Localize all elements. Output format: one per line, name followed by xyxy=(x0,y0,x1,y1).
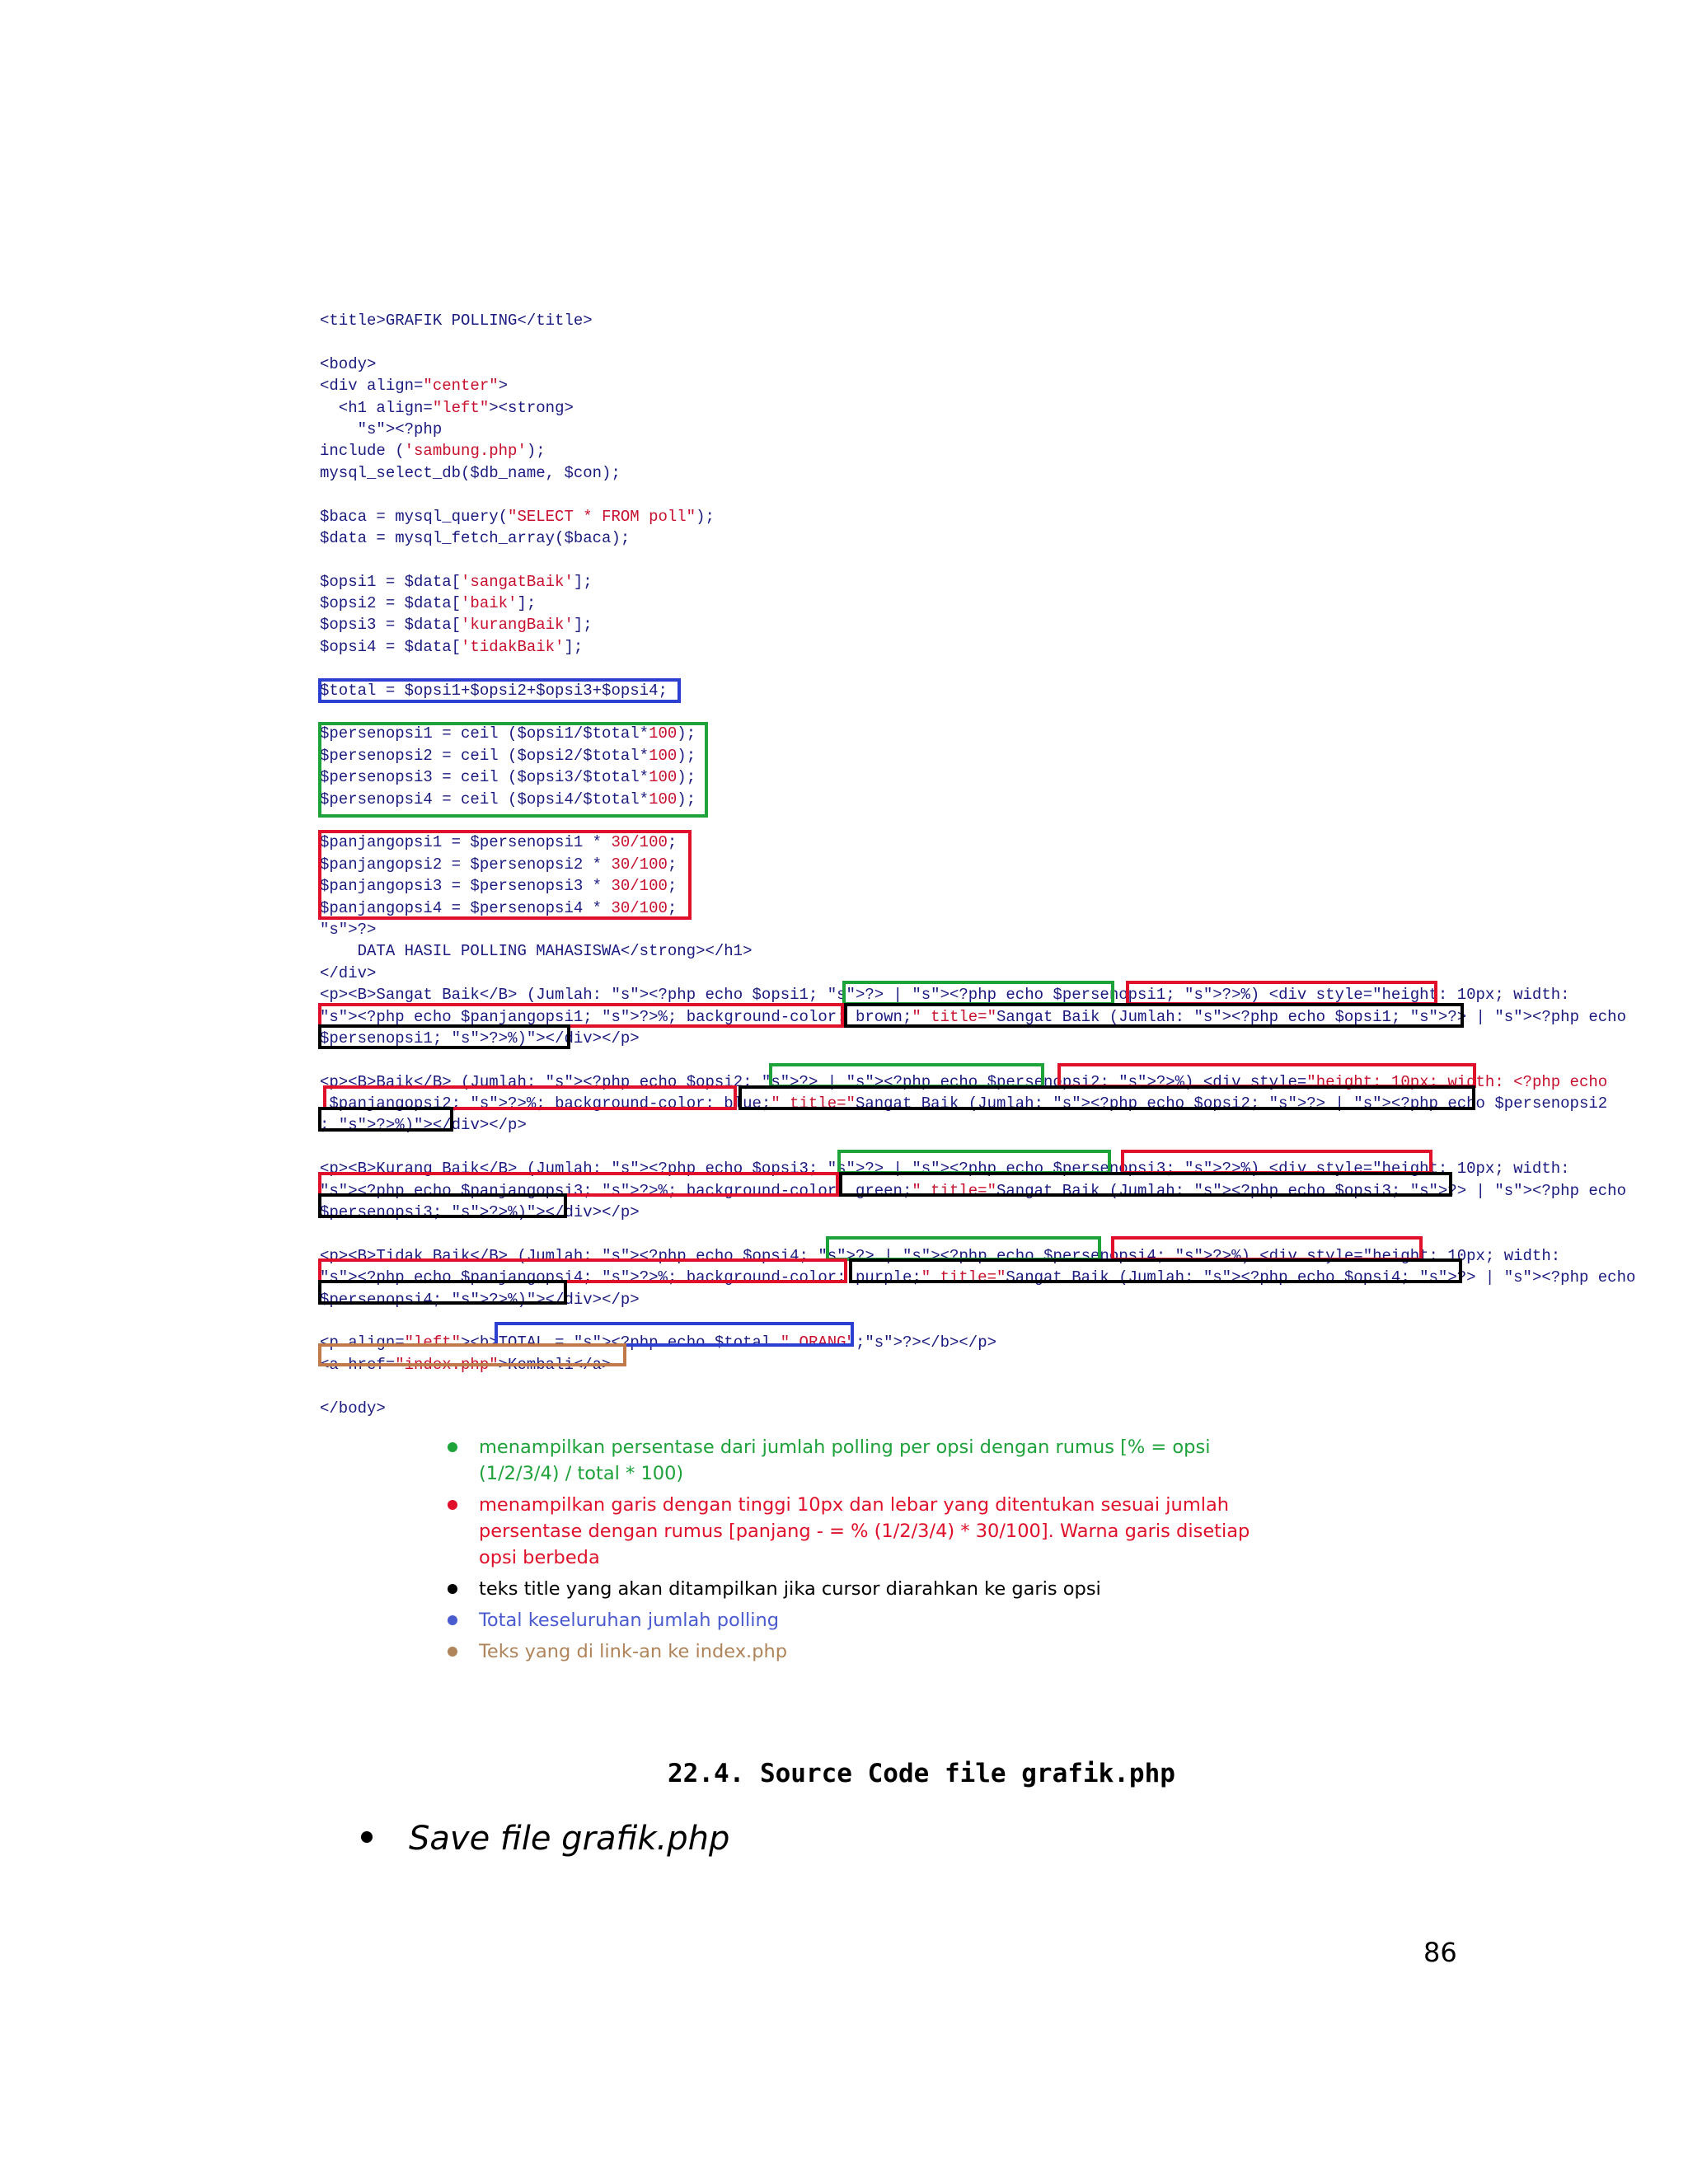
code-line: $opsi1 = $data['sangatBaik']; xyxy=(320,572,593,591)
code-line: </div> xyxy=(320,963,377,982)
div3-box xyxy=(1121,1150,1432,1174)
code-line: ; "s">?>%)"></div></p> xyxy=(320,1116,527,1135)
code-line: $persenopsi2 = ceil ($opsi2/$total*100); xyxy=(320,746,696,765)
code-line: "s"><?php xyxy=(357,419,443,438)
length-highlight-box xyxy=(318,830,692,920)
code-line xyxy=(320,1376,1474,1397)
note-item xyxy=(441,1638,1265,1665)
section-heading: 22.4. Source Code file grafik.php xyxy=(668,1759,1175,1788)
code-line: "s"><?php echo $panjangopsi1; "s">?>%; background-color: brown;" title="Sangat Baik (Jumlah: "s"><?php echo $opsi1; "s">?> | "s"><?php echo xyxy=(320,1007,1626,1026)
code-line: </body> xyxy=(320,1399,386,1418)
title1-box xyxy=(844,1003,1464,1028)
save-bullet xyxy=(361,1820,729,1858)
note-item xyxy=(441,1434,1265,1487)
code-line: <a href="index.php">Kembali</a> xyxy=(320,1355,612,1374)
code-line: <p><B>Tidak Baik</B> (Jumlah: "s"><?php echo $opsi4; "s">?> | "s"><?php echo $persenopsi4; "s">?>%) <div style="height: 10px; width: xyxy=(320,1246,1561,1265)
code-line: <p><B>Kurang Baik</B> (Jumlah: "s"><?php echo $opsi3; "s">?> | "s"><?php echo $persenopsi3; "s">?>%) <div style="height: 10px; width: xyxy=(320,1160,1570,1179)
code-line: "s"><?php echo $panjangopsi3; "s">?>%; background-color: green;" title="Sangat Baik (Jumlah: "s"><?php echo $opsi3; "s">?> | "s"><?php echo xyxy=(320,1181,1626,1200)
code-line: <p><B>Baik</B> (Jumlah: "s"><?php echo $opsi2; "s">?> | "s"><?php echo $persenopsi2; "s">?>%) <div style="height: 10px; width: <?php echo xyxy=(320,1072,1608,1091)
code-line: $persenopsi1; "s">?>%)"></div></p> xyxy=(320,1029,640,1047)
code-line: <title>GRAFIK POLLING</title> xyxy=(320,312,593,330)
code-line: <body> xyxy=(320,354,377,373)
code-line: <div align="center"> xyxy=(320,377,509,396)
code-line: <p><B>Sangat Baik</B> (Jumlah: "s"><?php echo $opsi1; "s">?> | "s"><?php echo $persenopsi1; "s">?>%) <div style="height: 10px; width: xyxy=(320,986,1570,1005)
title4b-box xyxy=(318,1280,567,1305)
code-line: $persenopsi3; "s">?>%)"></div></p> xyxy=(320,1203,640,1222)
code-line: include ('sambung.php'); xyxy=(320,442,546,461)
code-line: $data = mysql_fetch_array($baca); xyxy=(320,528,631,547)
percent-highlight-box xyxy=(318,722,708,818)
code-line: $total = $opsi1+$opsi2+$opsi3+$opsi4; xyxy=(320,681,668,700)
code-line: "s"><?php echo $panjangopsi4; "s">?>%; background-color: purple;" title="Sangat Baik (Jumlah: "s"><?php echo $opsi4; "s">?> | "s"><?php echo xyxy=(320,1268,1636,1287)
code-line xyxy=(320,701,1474,723)
title4-box xyxy=(849,1258,1462,1283)
bullet-dot xyxy=(448,1584,457,1594)
div2-box xyxy=(1057,1063,1476,1088)
title2b-box xyxy=(318,1107,453,1132)
code-line xyxy=(320,549,1474,570)
total-highlight-box xyxy=(318,678,681,703)
code-line: $panjangopsi2; "s">?>%; background-color: blue;" title="Sangat Baik (Jumlah: "s"><?php echo $opsi2; "s">?> | "s"><?php echo $persenopsi2 xyxy=(320,1094,1608,1113)
code-line: $opsi3 = $data['kurangBaik']; xyxy=(320,616,593,635)
code-line: $baca = mysql_query("SELECT * FROM poll"); xyxy=(320,507,715,526)
persen2-box xyxy=(769,1063,1044,1088)
code-line: $panjangopsi2 = $persenopsi2 * 30/100; xyxy=(320,855,678,874)
code-line: $persenopsi1 = ceil ($opsi1/$total*100); xyxy=(320,724,696,743)
code-line: "s">?> xyxy=(320,920,377,939)
code-line xyxy=(320,331,1474,353)
bullet-dot xyxy=(448,1500,457,1510)
save-text: Save file grafik.php xyxy=(409,1820,730,1858)
code-line: $persenopsi4 = ceil ($opsi4/$total*100); xyxy=(320,790,696,808)
note-item xyxy=(441,1492,1265,1571)
div4-box xyxy=(1111,1236,1423,1261)
code-line: $persenopsi4; "s">?>%)"></div></p> xyxy=(320,1290,640,1309)
code-line xyxy=(320,658,1474,679)
div1-box xyxy=(1126,981,1437,1005)
code-line xyxy=(320,1310,1474,1332)
code-line: $opsi4 = $data['tidakBaik']; xyxy=(320,637,584,656)
code-line: $persenopsi3 = ceil ($opsi3/$total*100); xyxy=(320,768,696,787)
note-text: menampilkan persentase dari jumlah polling per opsi dengan rumus [% = opsi (1/2/3/4) / total * 100) xyxy=(479,1436,1211,1484)
bullet-dot xyxy=(448,1442,457,1452)
code-line: $panjangopsi4 = $persenopsi4 * 30/100; xyxy=(320,898,678,917)
note-text: teks title yang akan ditampilkan jika cursor diarahkan ke garis opsi xyxy=(479,1578,1101,1600)
bullet-dot xyxy=(361,1831,373,1843)
note-text: Total keseluruhan jumlah polling xyxy=(479,1610,780,1631)
title2-box xyxy=(738,1085,1475,1110)
code-line xyxy=(320,484,1474,505)
code-line: <p align="left"><b>TOTAL = "s"><?php echo $total." ORANG";"s">?></b></p> xyxy=(320,1333,996,1352)
code-line: mysql_select_db($db_name, $con); xyxy=(320,463,621,482)
note-text: menampilkan garis dengan tinggi 10px dan lebar yang ditentukan sesuai jumlah persentase dengan rumus [panjang - = % (1/2/3/4) * 30/100]. Warna garis disetiap opsi berbeda xyxy=(479,1494,1250,1568)
page-number: 86 xyxy=(1423,1937,1457,1968)
note-item xyxy=(441,1576,1265,1602)
code-line: DATA HASIL POLLING MAHASISWA</strong></h1> xyxy=(320,942,753,961)
bullet-dot xyxy=(448,1647,457,1657)
persen3-box xyxy=(837,1150,1111,1174)
note-text: Teks yang di link-an ke index.php xyxy=(479,1641,788,1662)
title3-box xyxy=(839,1172,1452,1197)
code-line: $panjangopsi3 = $persenopsi3 * 30/100; xyxy=(320,877,678,896)
persen4-box xyxy=(826,1236,1101,1261)
title3b-box xyxy=(318,1193,567,1218)
persen1-box xyxy=(842,981,1114,1005)
link-box xyxy=(318,1343,626,1366)
note-item xyxy=(441,1607,1265,1633)
code-line: $panjangopsi1 = $persenopsi1 * 30/100; xyxy=(320,833,678,852)
legend-notes xyxy=(441,1434,1265,1670)
title1b-box xyxy=(318,1024,570,1049)
bullet-dot xyxy=(448,1615,457,1625)
code-line: $opsi2 = $data['baik']; xyxy=(320,594,537,613)
code-line: <h1 align="left"><strong> xyxy=(320,398,574,417)
